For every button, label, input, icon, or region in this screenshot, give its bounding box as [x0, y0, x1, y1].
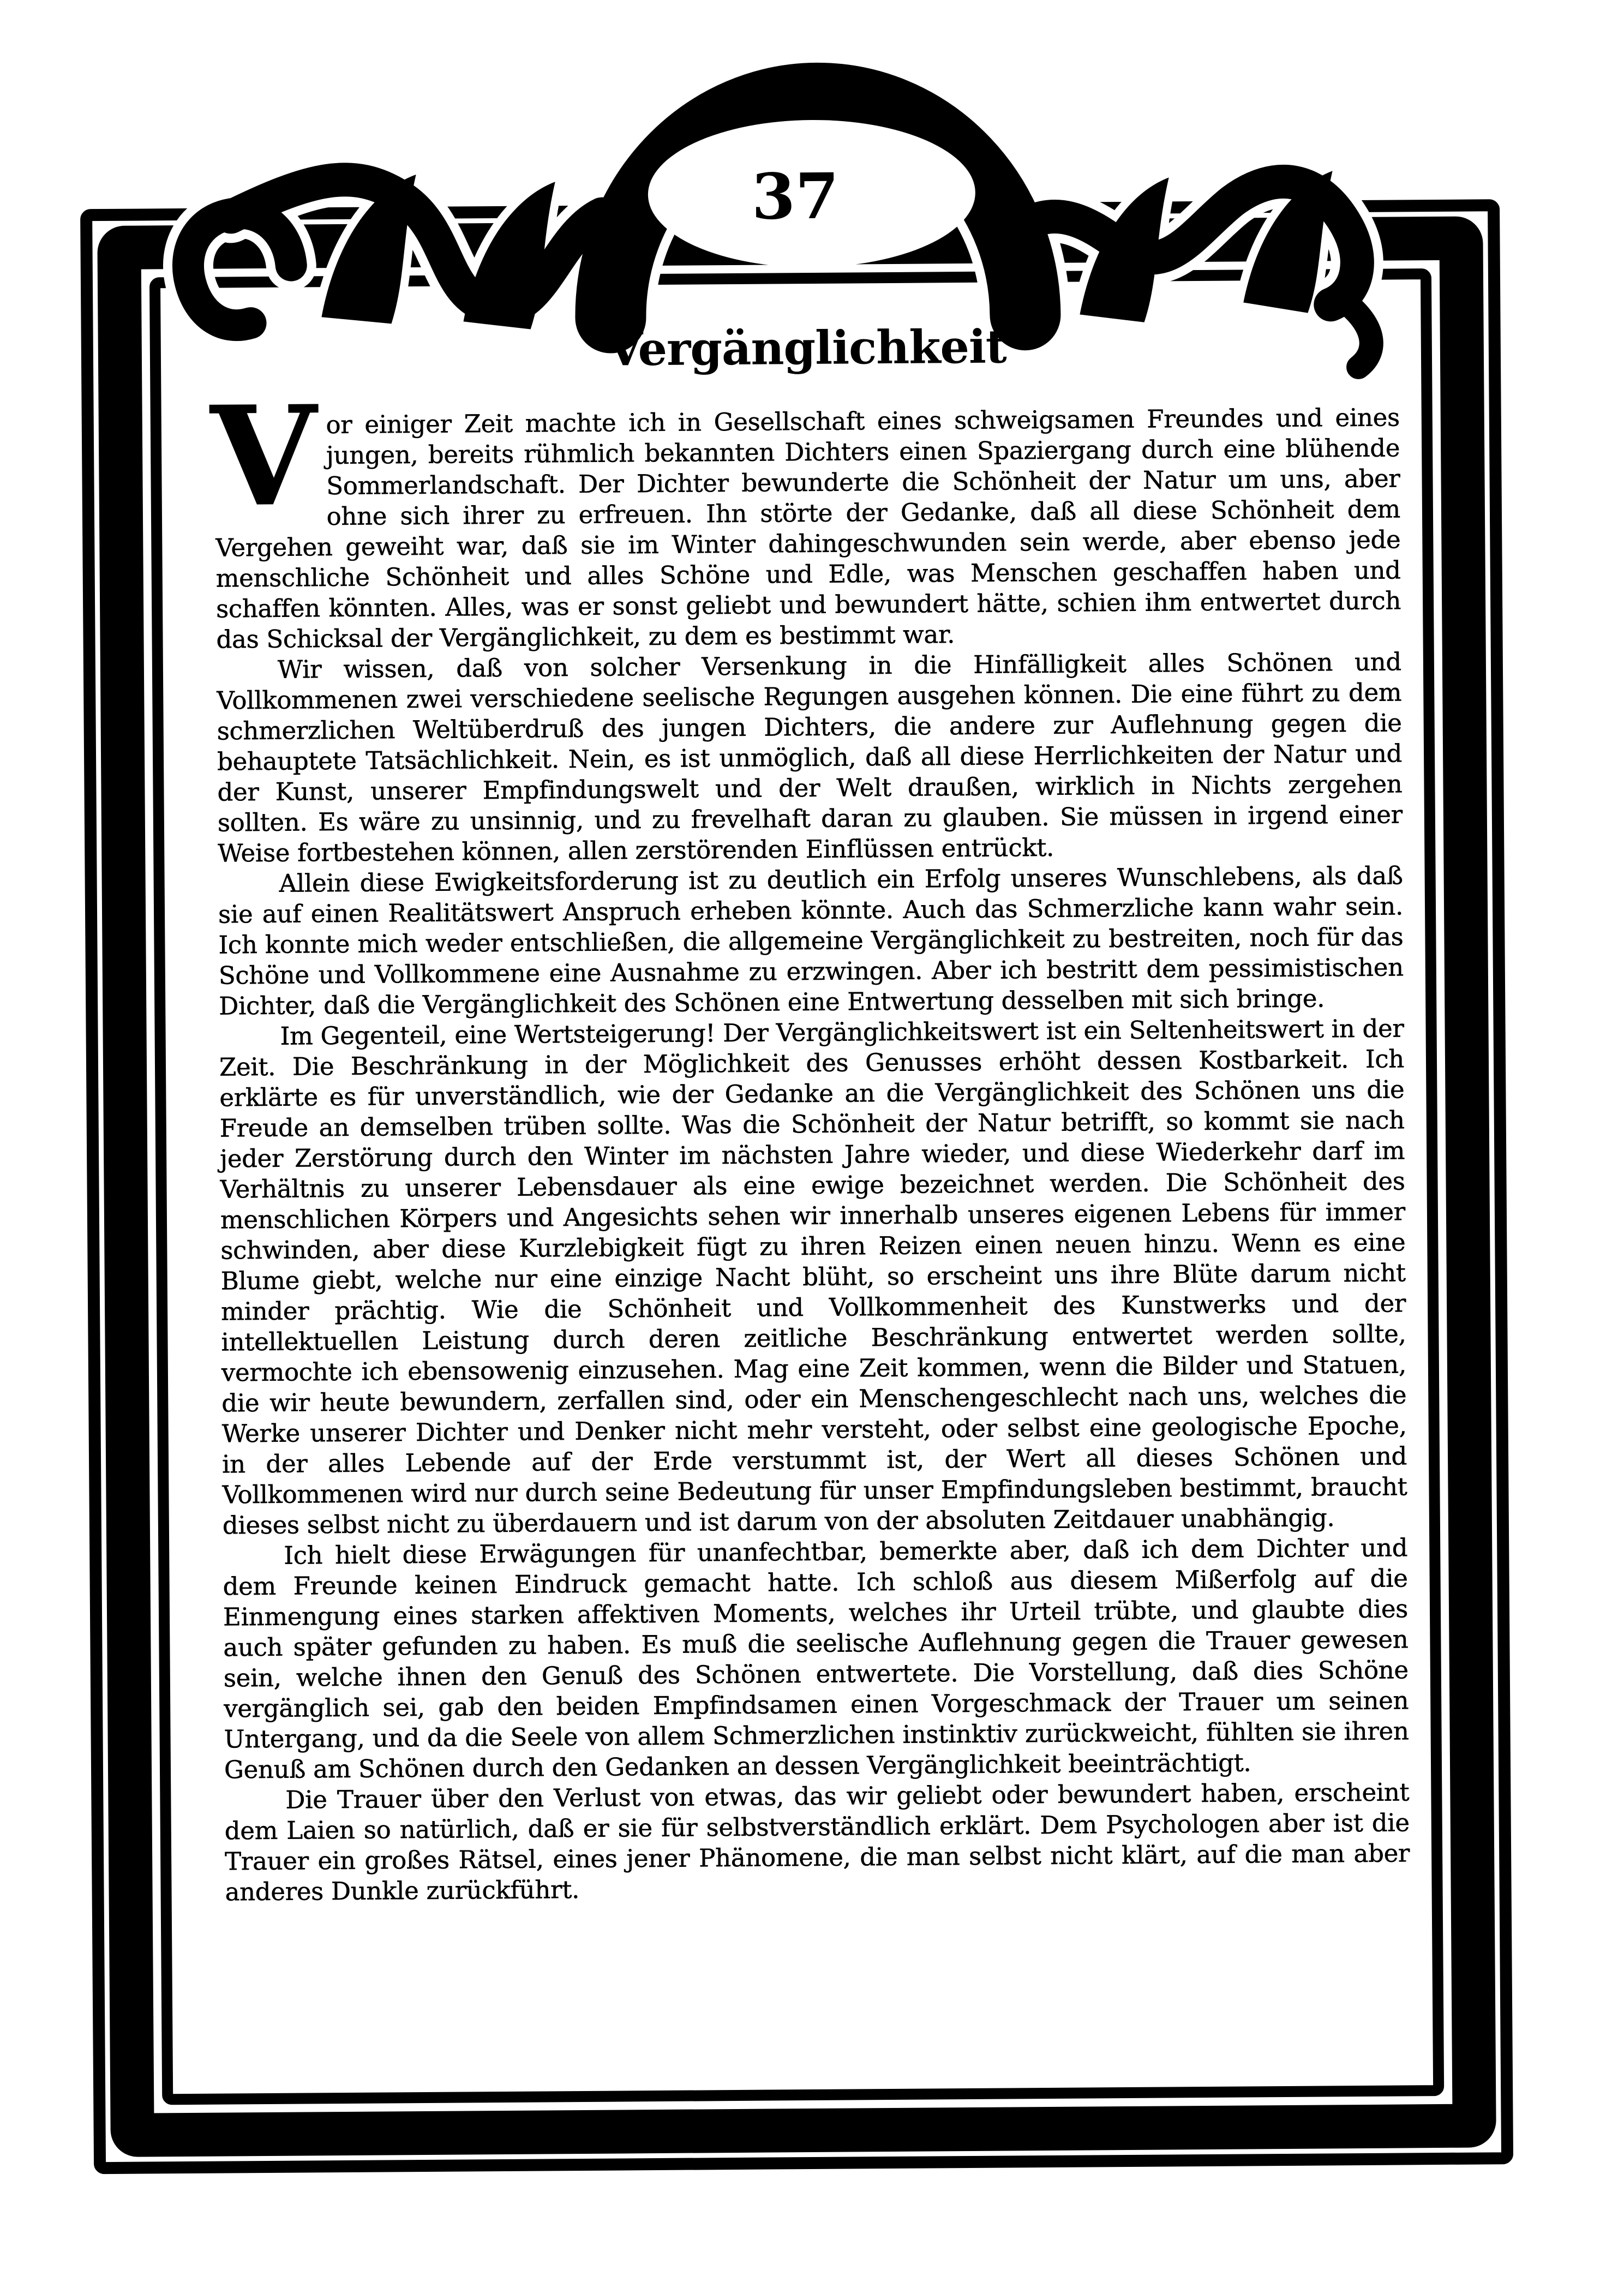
paragraph: Im Gegenteil, eine Wertsteigerung! Der Vergänglichkeitswert ist ein Seltenheitswert in der Zeit. Die Beschränkung in der Möglichkeit des Genusses erhöht dessen Kostbarkeit. Ich erklärte es für unverständlich, wie der Gedanke an die Vergänglichkeit des Schönen uns die Freude an demselben trüben sollte. Was die Schönheit der Natur betrifft, so kommt sie nach jeder Zerstörung durch den Winter im nächsten Jahre wieder, und diese Wiederkehr darf im Verhältnis zu unserer Lebensdauer als eine ewige bezeichnet werden. Die Schönheit des menschlichen Körpers und Angesichts sehen wir innerhalb unseres eigenen Lebens für immer schwinden, aber diese Kurzlebigkeit fügt zu ihren Reizen einen neuen hinzu. Wenn es eine Blume giebt, welche nur eine einzige Nacht blüht, so erscheint uns ihre Blüte darum nicht minder prächtig. Wie die Schönheit und Vollkommenheit des Kunstwerks und der intellektuellen Leistung durch deren zeitliche Beschränkung entwertet werden sollte, vermochte ich ebensowenig einzusehen. Mag eine Zeit kommen, wenn die Bilder und Statuen, die wir heute bewundern, zerfallen sind, oder ein Menschengeschlecht nach uns, welches die Werke unserer Dichter und Denker nicht mehr versteht, oder selbst eine geologische Epoche, in der alles Lebende auf der Erde verstummt ist, der Wert all dieses Schönen und Vollkommenen wird nur durch seine Bedeutung für unser Empfindungsleben bestimmt, braucht dieses selbst nicht zu überdauern und ist darum von der absoluten Zeitdauer unabhängig. [219, 1013, 1407, 1541]
page-content [214, 316, 1410, 1907]
paragraph: Wir wissen, daß von solcher Versenkung in die Hinfälligkeit alles Schönen und Vollkommenen zwei verschiedene seelische Regungen ausgehen können. Die eine führt zu dem schmerzlichen Weltüberdruß des jungen Dichters, die andere zur Auflehnung gegen die behauptete Tatsächlichkeit. Nein, es ist unmöglich, daß all diese Herrlichkeiten der Natur und der Kunst, unserer Empfindungswelt und der Welt draußen, wirklich in Nichts zergehen sollten. Es wäre zu unsinnig, und zu frevelhaft daran zu glauben. Sie müssen in irgend einer Weise fortbestehen können, allen zerstörenden Einflüssen entrückt. [217, 646, 1403, 869]
paragraph: Die Trauer über den Verlust von etwas, das wir geliebt oder bewundert haben, erscheint dem Laien so natürlich, daß er sie für selbstverständlich erklärt. Dem Psychologen aber ist die Trauer ein großes Rätsel, eines jener Phänomene, die man selbst nicht klärt, auf die man aber anderes Dunkle zurückführt. [224, 1777, 1410, 1907]
paragraph: Vor einiger Zeit machte ich in Gesellschaft eines schweigsamen Freundes und eines jungen, bereits rühmlich bekannten Dichters einen Spaziergang durch eine blühende Sommerlandschaft. Der Dichter bewunderte die Schönheit der Natur um uns, aber ohne sich ihrer zu erfreuen. Ihn störte der Gedanke, daß all diese Schönheit dem Vergehen geweiht war, daß sie im Winter dahingeschwunden sein werde, aber ebenso jede menschliche Schönheit und alles Schöne und Edle, was Menschen geschaffen haben und schaffen könnten. Alles, was er sonst geliebt und bewundert hätte, schien ihm entwertet durch das Schicksal der Vergänglichkeit, zu dem es bestimmt war. [215, 402, 1401, 655]
essay-body [215, 402, 1410, 1907]
essay-title: Vergänglichkeit [214, 316, 1400, 379]
paragraph: Ich hielt diese Erwägungen für unanfechtbar, bemerkte aber, daß ich dem Dichter und dem Freunde keinen Eindruck gemacht hatte. Ich schloß aus diesem Mißerfolg auf die Einmengung eines starken affektiven Moments, welches ihr Urteil trübte, und glaubte dies auch später gefunden zu haben. Es muß die seelische Auflehnung gegen die Trauer gewesen sein, welche ihnen den Genuß des Schönen entwertete. Die Vorstellung, daß dies Schöne vergänglich sei, gab den beiden Empfindsamen einen Vorgeschmack der Trauer um seinen Untergang, und da die Seele von allem Schmerzlichen instinktiv zurückweicht, fühlten sie ihren Genuß am Schönen durch den Gedanken an dessen Vergänglichkeit beeinträchtigt. [223, 1532, 1409, 1785]
drop-cap-initial: V [211, 410, 327, 504]
paragraph: Allein diese Ewigkeitsforderung ist zu deutlich ein Erfolg unseres Wunschlebens, als daß sie auf einen Realitätswert Anspruch erheben könnte. Auch das Schmerzliche kann wahr sein. Ich konnte mich weder entschließen, die allgemeine Vergänglichkeit zu bestreiten, noch für das Schöne und Vollkommene eine Ausnahme zu erzwingen. Aber ich bestritt dem pessimistischen Dichter, daß die Vergänglichkeit des Schönen eine Entwertung desselben mit sich bringe. [218, 860, 1404, 1021]
page-number: 37 [751, 160, 839, 234]
